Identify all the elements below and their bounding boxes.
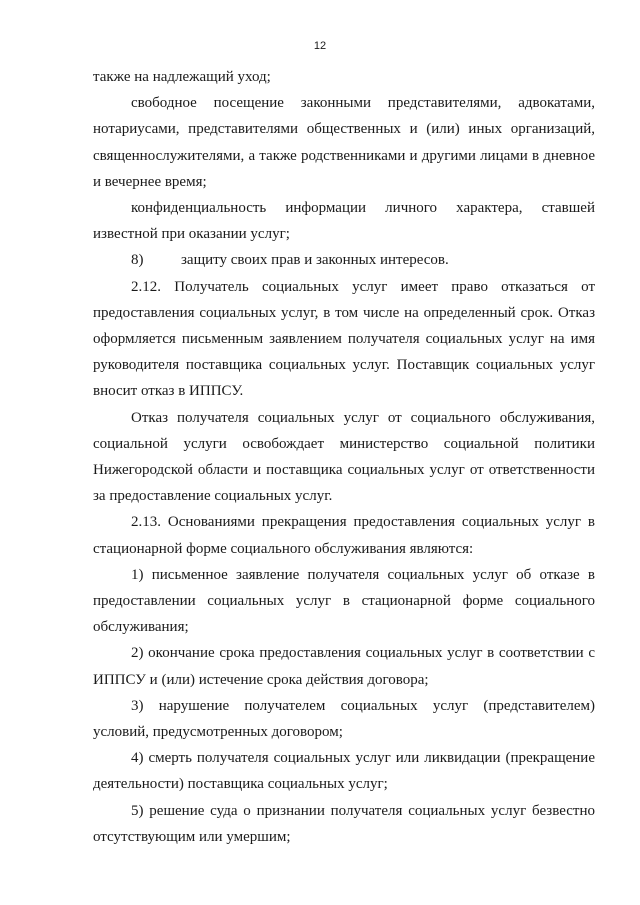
- paragraph-free-visits: свободное посещение законными представителями, адвокатами, нотариусами, представителями общественных и (или) иных организаций, священнослужителями, а также родственниками и другими лицами в дневное и вечернее время;: [93, 95, 595, 190]
- paragraph-2-13: 2.13. Основаниями прекращения предоставления социальных услуг в стационарной форме социального обслуживания являются:: [93, 514, 595, 557]
- list-item-5: 5) решение суда о признании получателя социальных услуг безвестно отсутствующим или умершим;: [93, 802, 595, 845]
- list-item-3: 3) нарушение получателем социальных услуг (представителем) условий, предусмотренных договором;: [93, 697, 595, 741]
- paragraph-refusal: Отказ получателя социальных услуг от социального обслуживания, социальной услуги освобождает министерство социальной политики Нижегородской области и поставщика социальных услуг от ответственности за предоставление социальных услуг.: [93, 409, 595, 505]
- document-body: [93, 64, 595, 850]
- list-item-number: 8): [131, 252, 144, 269]
- list-item-4: 4) смерть получателя социальных услуг или ликвидации (прекращение деятельности) поставщика социальных услуг;: [93, 750, 595, 793]
- list-item-8: [93, 247, 595, 273]
- list-item-1: 1) письменное заявление получателя социальных услуг об отказе в предоставлении социальных услуг в стационарной форме социального обслуживания;: [93, 566, 595, 636]
- paragraph-continuation: также на надлежащий уход;: [93, 69, 271, 85]
- page-number: 12: [313, 40, 327, 52]
- list-item-2: 2) окончание срока предоставления социальных услуг в соответствии с ИППСУ и (или) истечение срока действия договора;: [93, 645, 595, 688]
- paragraph-2-12: 2.12. Получатель социальных услуг имеет право отказаться от предоставления социальных услуг, в том числе на определенный срок. Отказ оформляется письменным заявлением получателя социальных услуг на имя руководителя поставщика социальных услуг. Поставщик социальных услуг вносит отказ в ИППСУ.: [93, 278, 595, 400]
- paragraph-confidentiality: конфиденциальность информации личного характера, ставшей известной при оказании услуг;: [93, 200, 595, 243]
- list-item-text: защиту своих прав и законных интересов.: [181, 252, 449, 269]
